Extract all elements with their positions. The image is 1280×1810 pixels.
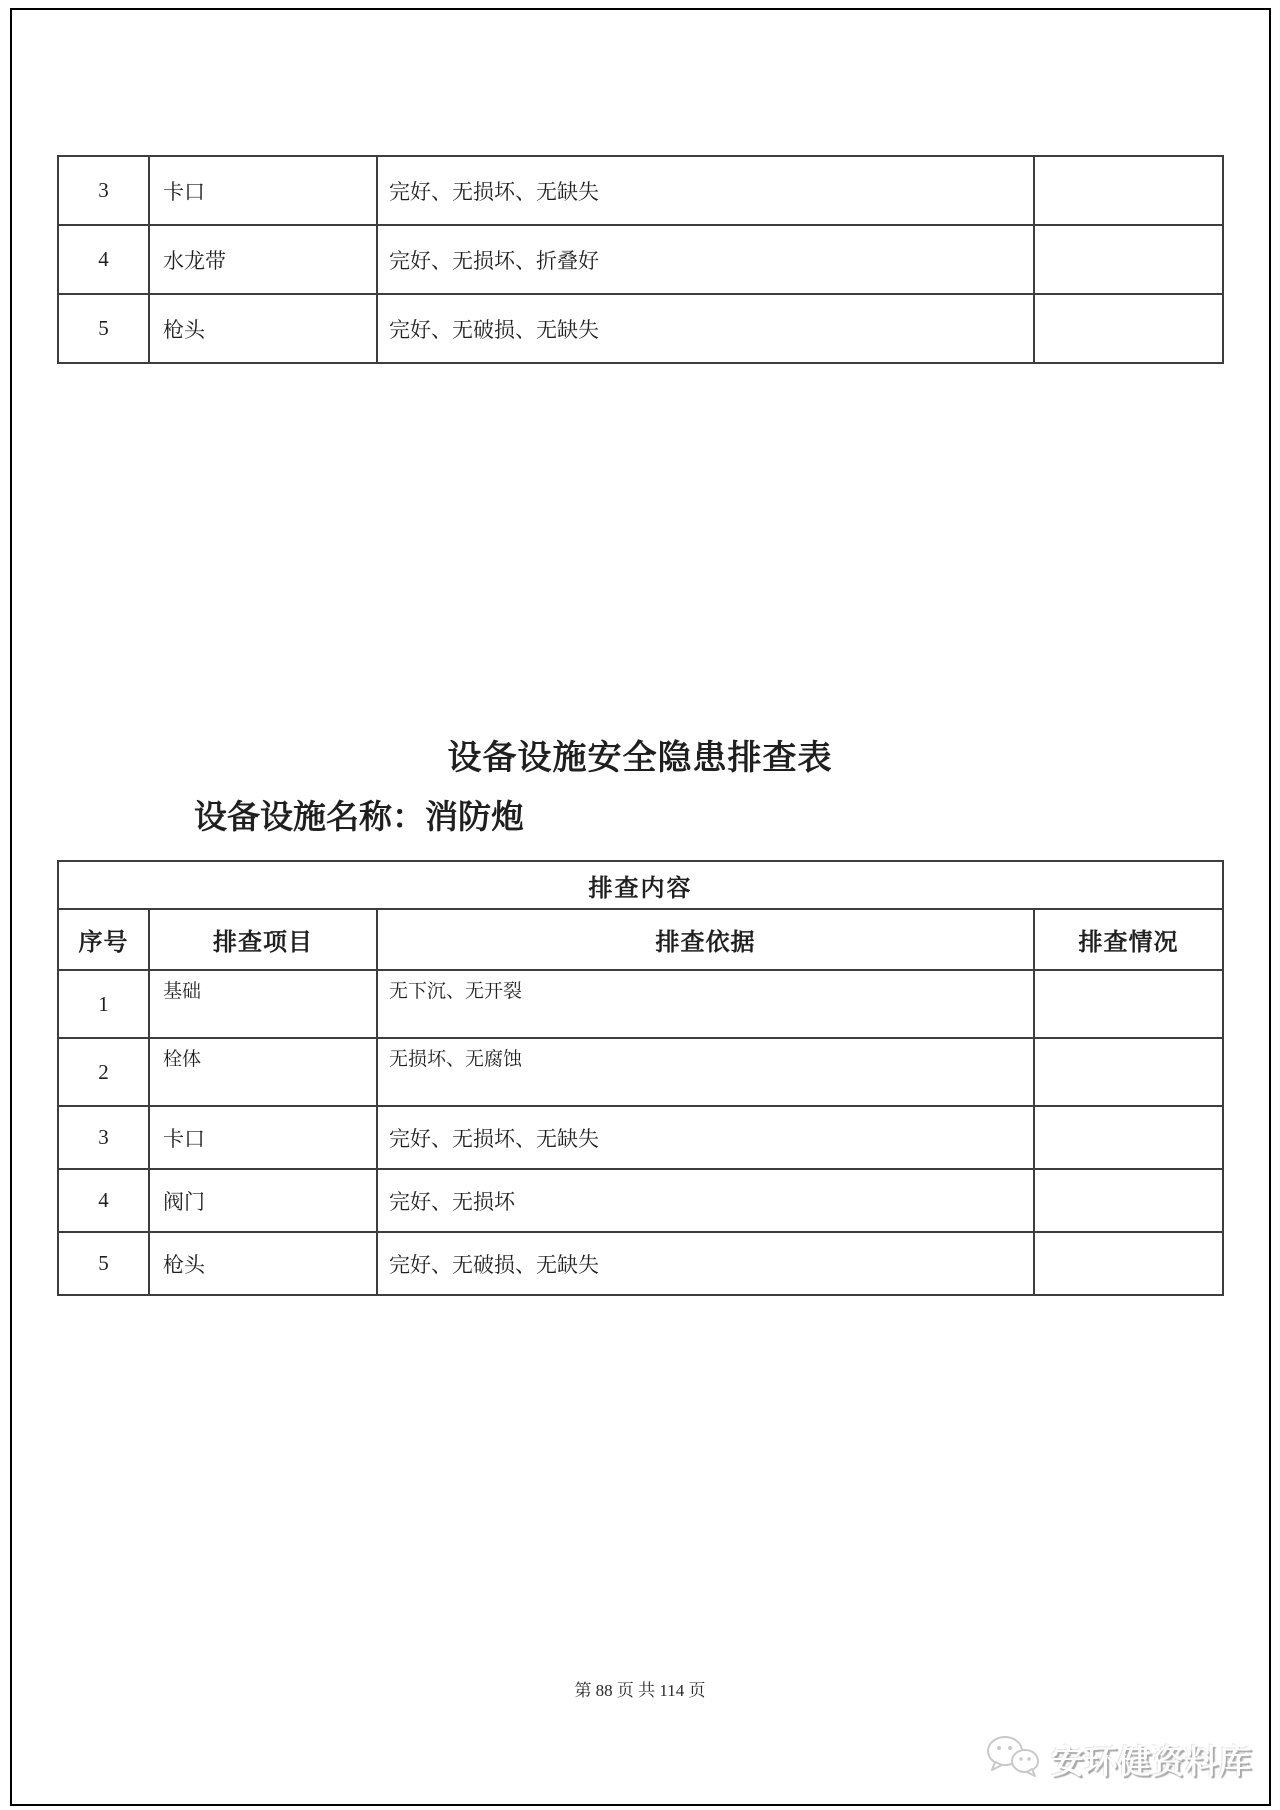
- seq-cell: 5: [58, 294, 149, 363]
- column-header-item: 排查项目: [149, 909, 377, 970]
- item-cell: 水龙带: [149, 225, 377, 294]
- inspection-table-fire-monitor: [57, 860, 1224, 1296]
- basis-cell: 完好、无损坏、折叠好: [377, 225, 1034, 294]
- column-header-basis: 排查依据: [377, 909, 1034, 970]
- status-cell: [1034, 1169, 1223, 1232]
- page-number: 第 88 页 共 114 页: [574, 1681, 706, 1700]
- table-row: [58, 156, 1223, 225]
- item-cell: 卡口: [149, 156, 377, 225]
- inspection-table-continued: [57, 155, 1224, 364]
- status-cell: [1034, 156, 1223, 225]
- status-cell: [1034, 1232, 1223, 1295]
- inspection-table-body: [58, 970, 1223, 1295]
- status-cell: [1034, 970, 1223, 1038]
- table-row: [58, 225, 1223, 294]
- seq-cell: 3: [58, 156, 149, 225]
- status-cell: [1034, 294, 1223, 363]
- item-cell: 枪头: [149, 1232, 377, 1295]
- item-cell: 阀门: [149, 1169, 377, 1232]
- seq-cell: 4: [58, 1169, 149, 1232]
- table-span-header-row: [58, 861, 1223, 909]
- seq-cell: 5: [58, 1232, 149, 1295]
- table-row: [58, 294, 1223, 363]
- wechat-icon: [985, 1734, 1043, 1785]
- basis-cell: 无下沉、无开裂: [377, 970, 1034, 1038]
- equipment-name-label: 设备设施名称：消防炮: [194, 800, 524, 836]
- basis-cell: 完好、无损坏: [377, 1169, 1034, 1232]
- item-cell: 栓体: [149, 1038, 377, 1106]
- basis-cell: 完好、无破损、无缺失: [377, 1232, 1034, 1295]
- table-row: [58, 1038, 1223, 1106]
- basis-cell: 完好、无损坏、无缺失: [377, 156, 1034, 225]
- span-header-cell: 排查内容: [58, 861, 1223, 909]
- page-title: 设备设施安全隐患排查表: [447, 740, 833, 777]
- table-row: [58, 1232, 1223, 1295]
- basis-cell: 完好、无破损、无缺失: [377, 294, 1034, 363]
- seq-cell: 1: [58, 970, 149, 1038]
- table-column-header-row: [58, 909, 1223, 970]
- basis-cell: 无损坏、无腐蚀: [377, 1038, 1034, 1106]
- status-cell: [1034, 225, 1223, 294]
- watermark: [985, 1734, 1252, 1785]
- inspection-table-continued-body: [58, 156, 1223, 363]
- table-row: [58, 1169, 1223, 1232]
- seq-cell: 2: [58, 1038, 149, 1106]
- column-header-status: 排查情况: [1034, 909, 1223, 970]
- item-cell: 基础: [149, 970, 377, 1038]
- table-row: [58, 970, 1223, 1038]
- seq-cell: 4: [58, 225, 149, 294]
- status-cell: [1034, 1106, 1223, 1169]
- column-header-seq: 序号: [58, 909, 149, 970]
- item-cell: 枪头: [149, 294, 377, 363]
- watermark-text: 安环健资料库: [1051, 1745, 1252, 1781]
- item-cell: 卡口: [149, 1106, 377, 1169]
- seq-cell: 3: [58, 1106, 149, 1169]
- table-row: [58, 1106, 1223, 1169]
- basis-cell: 完好、无损坏、无缺失: [377, 1106, 1034, 1169]
- status-cell: [1034, 1038, 1223, 1106]
